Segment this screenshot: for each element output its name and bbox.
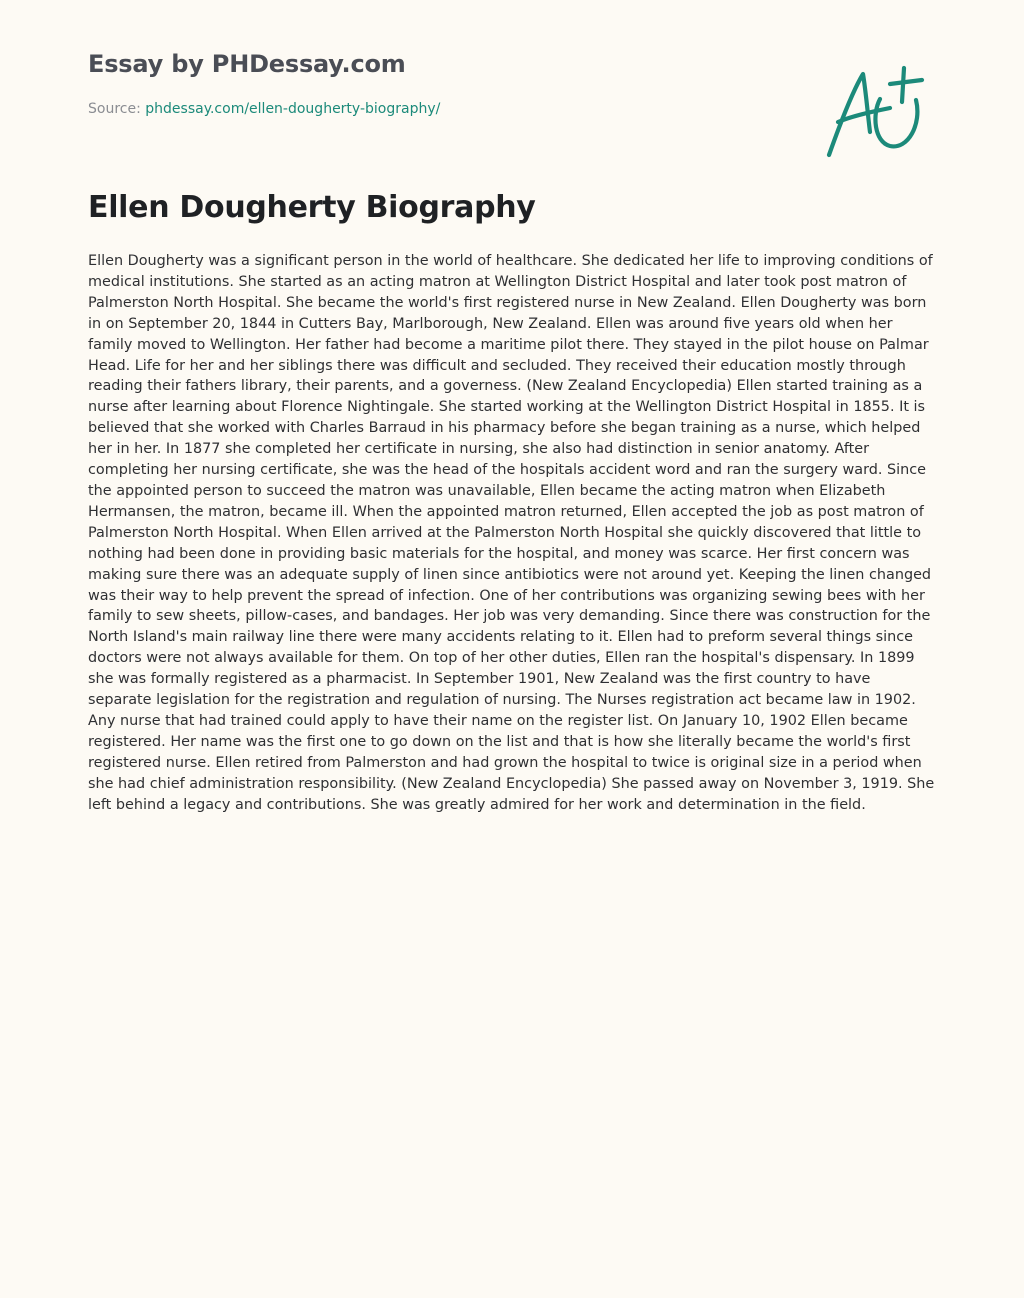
essay-body: Ellen Dougherty was a significant person in the world of healthcare. She dedicated her life to improving conditions of medical institutions. She started as an acting matron at Wellington District Hospital and later took post matron of Palmerston North Hospital. She became the world's first registered nurse in New Zealand. Ellen Dougherty was born in on September 20, 1844 in Cutters Bay, Marlborough, New Zealand. Ellen was around five years old when her family moved to Wellington. Her father had become a maritime pilot there. They stayed in the pilot house on Palmar Head. Life for her and her siblings there was difficult and secluded. They received their education mostly through reading their fathers library, their parents, and a governess. (New Zealand Encyclopedia) Ellen started training as a nurse after learning about Florence Nightingale. She started working at the Wellington District Hospital in 1855. It is believed that she worked with Charles Barraud in his pharmacy before she began training as a nurse, which helped her in her. In 1877 she completed her certificate in nursing, she also had distinction in senior anatomy. After completing her nursing certificate, she was the head of the hospitals accident word and ran the surgery ward. Since the appointed person to succeed the matron was unavailable, Ellen became the acting matron when Elizabeth Hermansen, the matron, became ill. When the appointed matron returned, Ellen accepted the job as post matron of Palmerston North Hospital. When Ellen arrived at the Palmerston North Hospital she quickly discovered that little to nothing had been done in providing basic materials for the hospital, and money was scarce. Her first concern was making sure there was an adequate supply of linen since antibiotics were not around yet. Keeping the linen changed was their way to help prevent the spread of infection. One of her contributions was organizing sewing bees with her family to sew sheets, pillow-cases, and bandages. Her job was very demanding. Since there was construction for the North Island's main railway line there were many accidents relating to it. Ellen had to preform several things since doctors were not always available for them. On top of her other duties, Ellen ran the hospital's dispensary. In 1899 she was formally registered as a pharmacist. In September 1901, New Zealand was the first country to have separate legislation for the registration and regulation of nursing. The Nurses registration act became law in 1902. Any nurse that had trained could apply to have their name on the register list. On January 10, 1902 Ellen became registered. Her name was the first one to go down on the list and that is how she literally became the world's first registered nurse. Ellen retired from Palmerston and had grown the hospital to twice is original size in a period when she had chief administration responsibility. (New Zealand Encyclopedia) She passed away on November 3, 1919. She left behind a legacy and contributions. She was greatly admired for her work and determination in the field. bbox=[88, 253, 935, 813]
a-plus-logo-icon bbox=[822, 62, 930, 162]
source-line bbox=[88, 101, 440, 117]
source-label: Source: bbox=[88, 101, 146, 117]
source-link[interactable]: phdessay.com/ellen-dougherty-biography/ bbox=[145, 101, 441, 117]
site-title: Essay by PHDessay.com bbox=[88, 50, 406, 78]
essay-title: Ellen Dougherty Biography bbox=[88, 190, 536, 225]
